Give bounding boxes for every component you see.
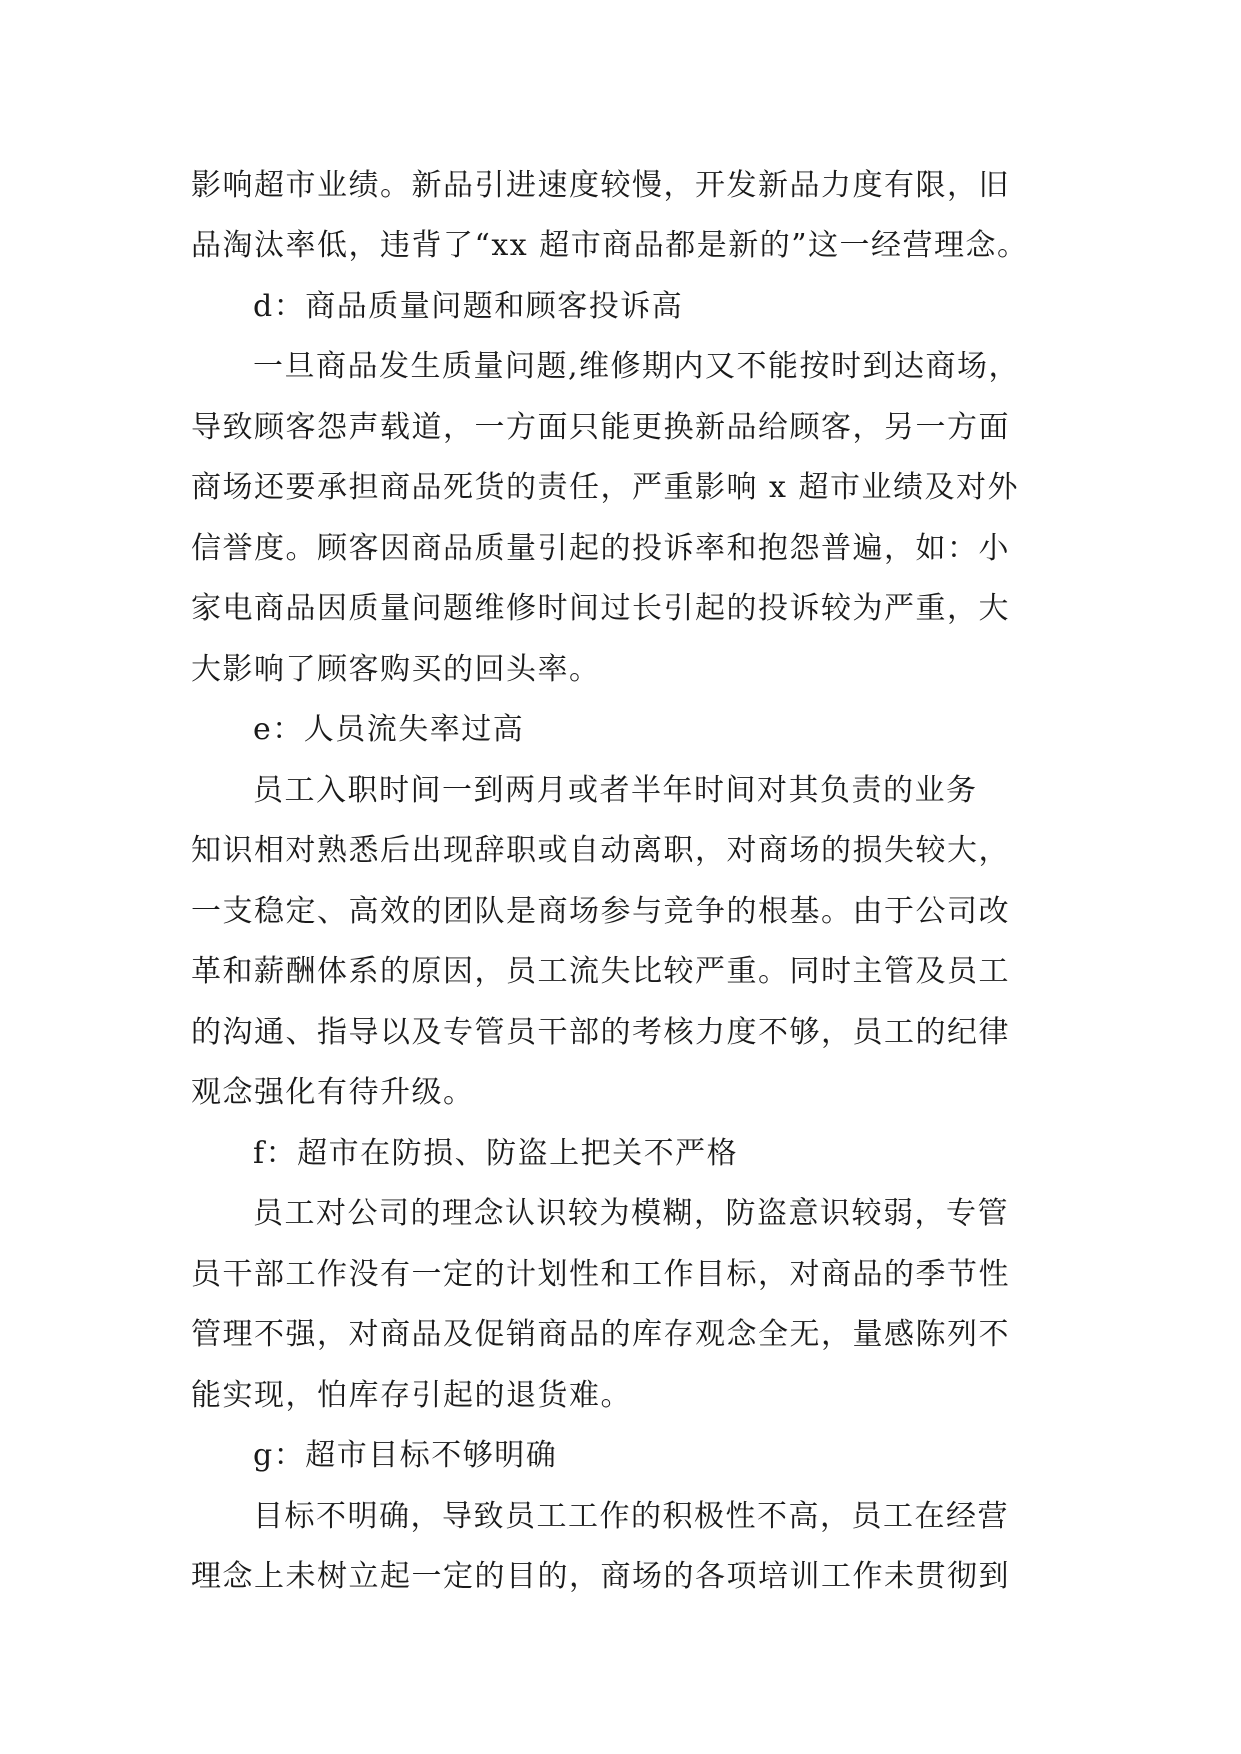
section-heading-e: e：人员流失率过高 <box>253 712 525 747</box>
text-line: 品淘汰率低，违背了“xx 超市商品都是新的”这一经营理念。 <box>191 228 1029 263</box>
text-line: 理念上未树立起一定的目的，商场的各项培训工作未贯彻到 <box>191 1559 1010 1594</box>
section-heading-g: g：超市目标不够明确 <box>253 1438 558 1473</box>
section-heading-f: f：超市在防损、防盗上把关不严格 <box>253 1136 739 1171</box>
text-line: 大影响了顾客购买的回头率。 <box>191 652 601 687</box>
text-line: 知识相对熟悉后出现辞职或自动离职，对商场的损失较大， <box>191 833 1010 868</box>
text-line: 目标不明确，导致员工工作的积极性不高，员工在经营 <box>253 1499 1009 1534</box>
text-line: 管理不强，对商品及促销商品的库存观念全无，量感陈列不 <box>191 1317 1010 1352</box>
text-line: 能实现，怕库存引起的退货难。 <box>191 1378 632 1413</box>
text-line: 革和薪酬体系的原因，员工流失比较严重。同时主管及员工 <box>191 954 1010 989</box>
text-line: 员工入职时间一到两月或者半年时间对其负责的业务 <box>253 773 978 808</box>
text-line: 家电商品因质量问题维修时间过长引起的投诉较为严重，大 <box>191 591 1010 626</box>
text-line: 导致顾客怨声载道，一方面只能更换新品给顾客，另一方面 <box>191 410 1010 445</box>
text-line: 商场还要承担商品死货的责任，严重影响 x 超市业绩及对外 <box>191 470 1019 505</box>
text-line: 影响超市业绩。新品引进速度较慢，开发新品力度有限，旧 <box>191 168 1010 203</box>
text-line: 一旦商品发生质量问题,维修期内又不能按时到达商场， <box>253 349 1021 384</box>
text-line: 观念强化有待升级。 <box>191 1075 475 1110</box>
text-line: 员工对公司的理念认识较为模糊，防盗意识较弱，专管 <box>253 1196 1009 1231</box>
text-line: 信誉度。顾客因商品质量引起的投诉率和抱怨普遍，如：小 <box>191 531 1010 566</box>
text-line: 一支稳定、高效的团队是商场参与竞争的根基。由于公司改 <box>191 894 1010 929</box>
text-line: 的沟通、指导以及专管员干部的考核力度不够，员工的纪律 <box>191 1015 1010 1050</box>
section-heading-d: d：商品质量问题和顾客投诉高 <box>253 289 684 324</box>
text-line: 员干部工作没有一定的计划性和工作目标，对商品的季节性 <box>191 1257 1010 1292</box>
